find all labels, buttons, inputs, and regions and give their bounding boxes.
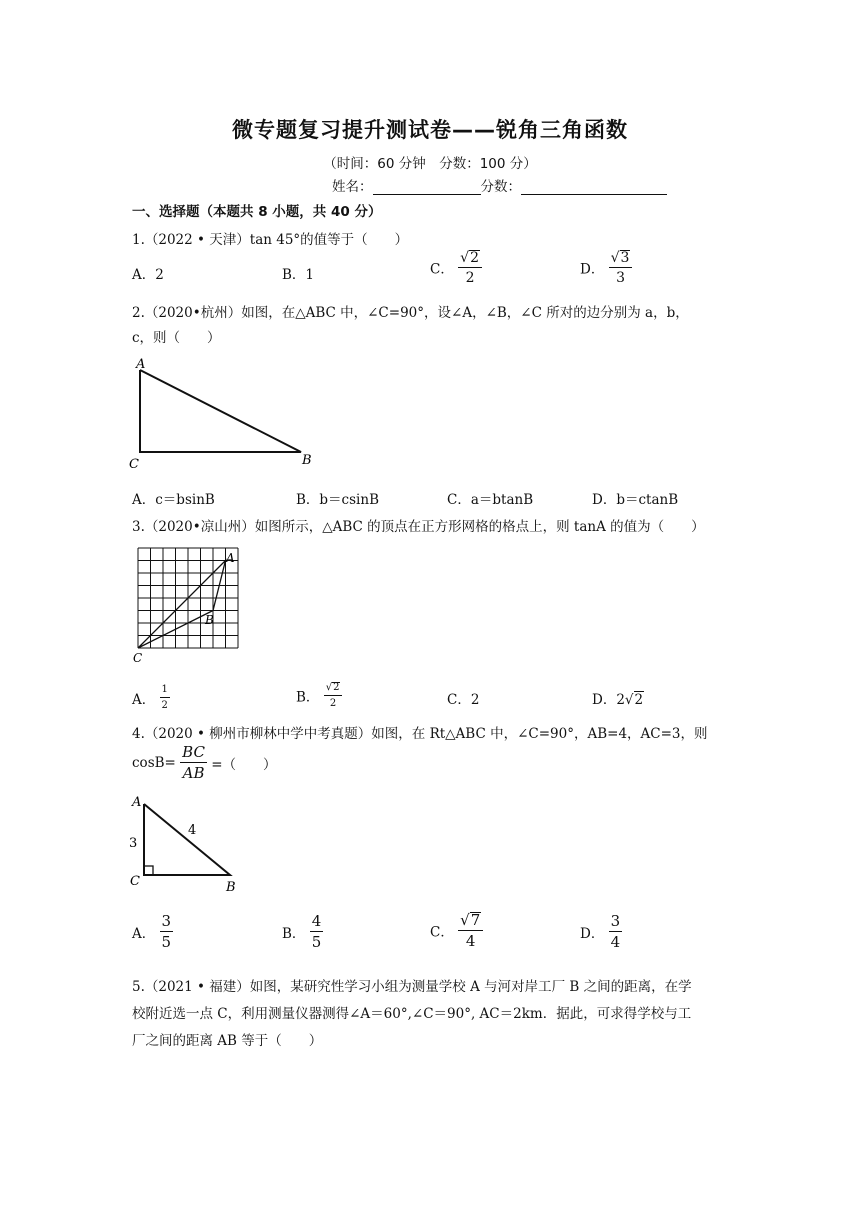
q3-triangle (138, 561, 226, 649)
q2-option-a: A．c＝bsinB (132, 492, 215, 508)
q1-option-b: B．1 (282, 267, 315, 283)
q4-option-d: D． $\frac{3}{4}$ (580, 912, 621, 951)
q2-option-b: B．b＝csinB (296, 492, 379, 508)
name-label: 姓名： (332, 179, 373, 195)
score-label: 分数： (480, 179, 521, 195)
q4-option-b: B． $\frac{4}{5}$ (282, 912, 322, 951)
question-1-text: 1.（2022 • 天津）tan 45°的值等于（ ） (132, 232, 409, 248)
q4-side-ac: 3 (129, 836, 138, 851)
page-title: 微专题复习提升测试卷——锐角三角函数 (232, 118, 628, 142)
q3-vertex-a: A (226, 551, 235, 565)
q4-vertex-a: A (132, 795, 142, 810)
q2-triangle-figure (126, 352, 326, 474)
q3-option-b: B． √ 2 2 (296, 682, 342, 709)
question-2-line2: c，则（ ） (132, 330, 221, 346)
subtitle: （时间：60 分钟 分数：100 分） (323, 156, 537, 172)
q2-option-c: C．a＝btanB (447, 492, 534, 508)
question-5-line3: 厂之间的距离 AB 等于（ ） (132, 1033, 323, 1049)
question-5-line1: 5.（2021 • 福建）如图，某研究性学习小组为测量学校 A 与河对岸工厂 B 之间的距离，在学 (132, 979, 692, 995)
q2-option-d: D．b＝ctanB (592, 492, 679, 508)
q3-vertex-c: C (133, 651, 143, 665)
name-field (332, 175, 667, 195)
right-angle-mark (144, 866, 153, 875)
score-blank (521, 180, 667, 195)
q1-option-d: D． √ 3 3 (580, 250, 632, 285)
q2-vertex-c: C (129, 457, 139, 472)
question-2-line1: 2.（2020•杭州）如图，在△ABC 中，∠C=90°，设∠A，∠B，∠C 所对的边分别为 a，b， (132, 305, 689, 321)
q1-option-c: C． √ 2 2 (430, 250, 482, 285)
q3-vertex-b: B (205, 613, 214, 627)
question-4-line1: 4.（2020 • 柳州市柳林中学中考真题）如图，在 Rt△ABC 中，∠C=90°，AB=4，AC=3，则 (132, 726, 708, 742)
section-heading: 一、选择题（本题共 8 小题，共 40 分） (132, 204, 382, 220)
q2-vertex-b: B (302, 453, 312, 468)
q3-option-c: C．2 (447, 692, 480, 708)
q3-grid-figure (128, 542, 248, 668)
q4-option-a: A． $\frac{3}{5}$ (132, 912, 172, 951)
q4-triangle (144, 804, 230, 875)
name-blank (373, 180, 481, 195)
question-5-line2: 校附近选一点 C，利用测量仪器测得∠A＝60°,∠C＝90°, AC＝2km．据此，可求得学校与工 (132, 1006, 692, 1022)
q4-vertex-b: B (226, 880, 236, 894)
q2-triangle (140, 370, 301, 452)
question-4-line2: cosB= $\frac{BC}{AB}$ =（ ） (132, 743, 277, 782)
q3-option-d: D．2 √ 2 (592, 692, 644, 708)
q3-option-a: A． $\frac{1}{2}$ (132, 684, 168, 711)
q4-side-ab: 4 (188, 823, 197, 838)
q4-option-c: C． √ 7 4 (430, 912, 483, 949)
q4-vertex-c: C (130, 874, 140, 889)
q4-triangle-figure (126, 792, 256, 894)
q2-vertex-a: A (136, 357, 146, 372)
q1-option-a: A．2 (132, 267, 164, 283)
question-3-text: 3.（2020•凉山州）如图所示，△ABC 的顶点在正方形网格的格点上，则 tanA 的值为（ ） (132, 519, 705, 535)
